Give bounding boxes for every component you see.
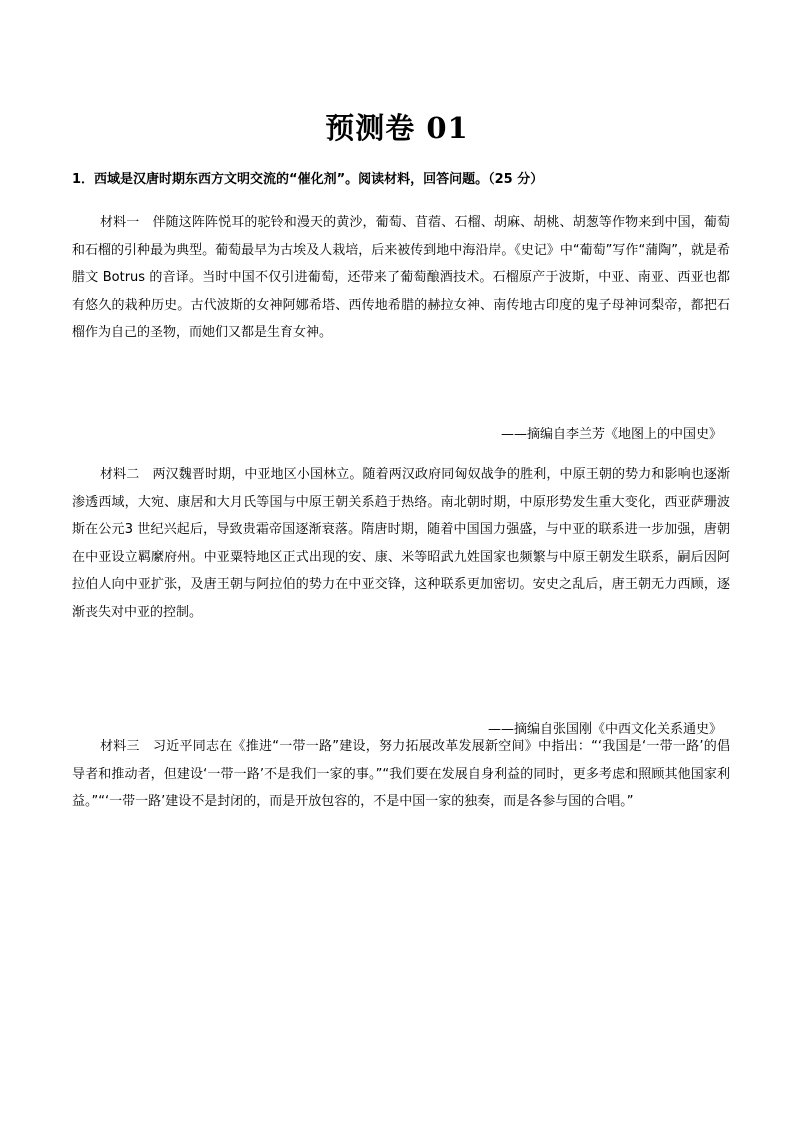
page-title: 预测卷 01: [325, 111, 469, 145]
question-prompt: 1．西域是汉唐时期东西方文明交流的“催化剂”。阅读材料，回答问题。（25 分）: [72, 172, 544, 187]
material-one-source: ——摘编自李兰芳《地图上的中国史》: [500, 427, 722, 442]
material-one-text: 材料一 伴随这阵阵悦耳的驼铃和漫天的黄沙，葡萄、苜蓿、石榴、胡麻、胡桃、胡葱等作物来到中国，葡萄和石榴的引种最为典型。葡萄最早为古埃及人栽培，后来被传到地中海沿岸。《史记》中“葡萄”写作“蒲陶”，就是希腊文 Botrus 的音译。当时中国不仅引进葡萄，还带来了葡萄酿酒技术。石榴原产于波斯，中亚、南亚、西亚也都有悠久的栽种历史。古代波斯的女神阿娜希塔、西传地希腊的赫拉女神、南传地古印度的鬼子母神诃梨帝，都把石榴作为自己的圣物，而她们又都是生育女神。: [72, 215, 730, 340]
material-two-source: ——摘编自张国刚《中西文化关系通史》: [487, 722, 722, 737]
material-three-text: 材料三 习近平同志在《推进“一带一路”建设，努力拓展改革发展新空间》中指出：“‘我国是‘一带一路’的倡导者和推动者，但建设‘一带一路’不是我们一家的事。”“我们要在发展自身利益的同时，更多考虑和照顾其他国家利益。”“‘一带一路’建设不是封闭的，而是开放包容的，不是中国一家的独奏，而是各参与国的合唱。”: [72, 739, 730, 809]
material-two-text: 材料二 两汉魏晋时期，中亚地区小国林立。随着两汉政府同匈奴战争的胜利，中原王朝的势力和影响也逐渐渗透西域，大宛、康居和大月氏等国与中原王朝关系趋于热络。南北朝时期，中原形势发生重大变化，西亚萨珊波斯在公元3 世纪兴起后，导致贵霜帝国逐渐衰落。隋唐时期，随着中国国力强盛，与中亚的联系进一步加强，唐朝在中亚设立羁縻府州。中亚粟特地区正式出现的安、康、米等昭武九姓国家也频繁与中原王朝发生联系，嗣后因阿拉伯人向中亚扩张，及唐王朝与阿拉伯的势力在中亚交锋，这种联系更加密切。安史之乱后，唐王朝无力西顾，逐渐丧失对中亚的控制。: [72, 467, 730, 620]
